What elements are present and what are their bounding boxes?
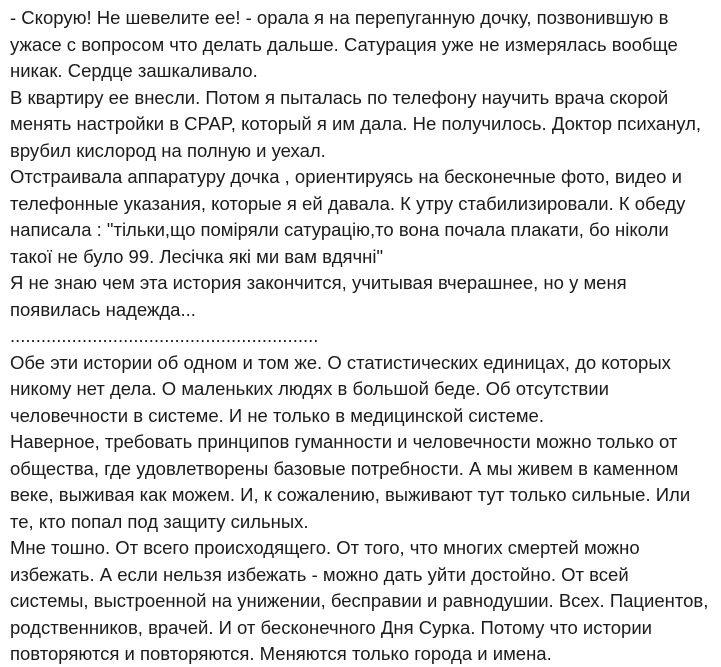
paragraph-hope: Я не знаю чем эта история закончится, учитывая вчерашнее, но у меня появилась надежда... bbox=[10, 272, 627, 320]
paragraph-groundhog-day: Мне тошно. От всего происходящего. От того, что многих смертей можно избежать. А если нельзя избежать - можно дать уйти достойно. От всей системы, выстроенной на унижении, бесправии и равнодушии. Всех. Пациентов, родственников, врачей. И от бесконечного Дня Сурка. Потому что истории повторяются и повторяются. Меняются только города и имена. bbox=[10, 537, 709, 664]
post-body bbox=[10, 5, 711, 667]
paragraph-daughter-setup: Отстраивала аппаратуру дочка , ориентируясь на бесконечные фото, видео и телефонные указания, которые я ей давала. К утру стабилизировали. К обеду написала : "тільки,що поміряли сатурацію,то вона почала плакати, бо ніколи такої не було 99. Лесічка які ми вам вдячні" bbox=[10, 166, 686, 267]
dots-separator: ............................................................ bbox=[10, 325, 319, 346]
paragraph-cpap-doctor: В квартиру ее внесли. Потом я пыталась по телефону научить врача скорой менять настройки в CPAP, который я им дала. Не получилось. Доктор психанул, врубил кислород на полную и уехал. bbox=[10, 86, 702, 161]
paragraph-ambulance-call: - Скорую! Не шевелите ее! - орала я на перепуганную дочку, позвонившую в ужасе с вопросом что делать дальше. Сатурация уже не измерялась вообще никак. Сердце зашкаливало. bbox=[10, 7, 678, 81]
paragraph-statistical-units: Обе эти истории об одном и том же. О статистических единицах, до которых никому нет дела. О маленьких людях в большой беде. Об отсутствии человечности в системе. И не только в медицинской системе. bbox=[10, 351, 671, 426]
paragraph-stone-age: Наверное, требовать принципов гуманности и человечности можно только от общества, где удовлетворены базовые потребности. А мы живем в каменном веке, выживая как можем. И, к сожалению, выживают тут только сильные. Или те, кто попал под защиту сильных. bbox=[10, 431, 691, 532]
